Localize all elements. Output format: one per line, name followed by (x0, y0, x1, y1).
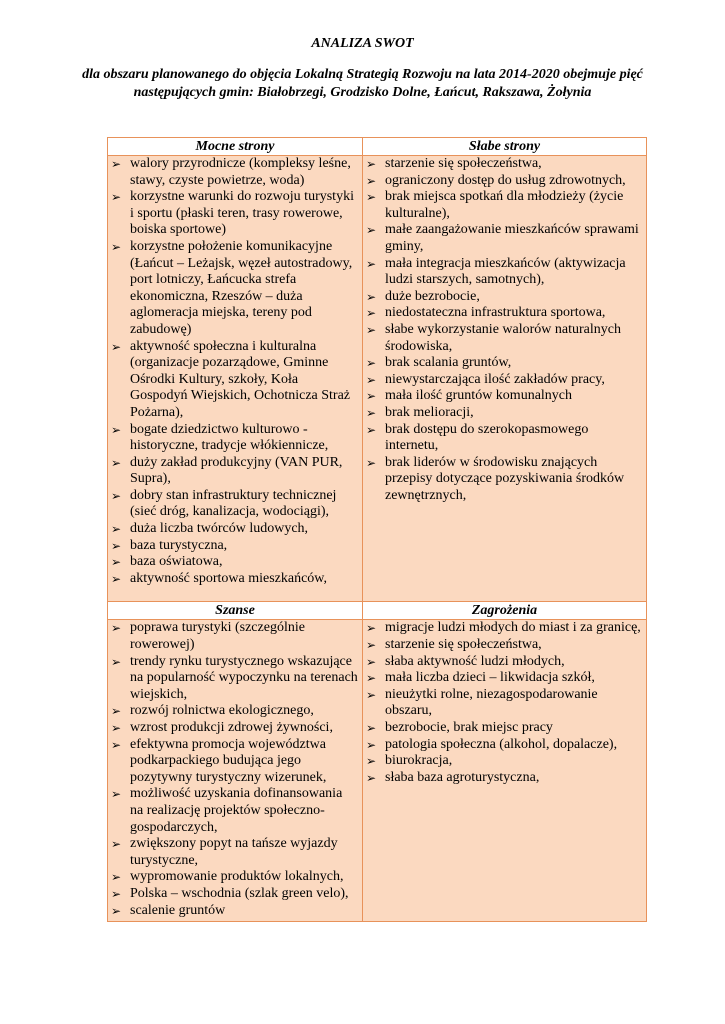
list-item-text: walory przyrodnicze (kompleksy leśne, stawy, czyste powietrze, woda) (130, 156, 351, 188)
list-item-text: ograniczony dostęp do usług zdrowotnych, (385, 172, 626, 188)
list-item-text: efektywna promocja województwa podkarpackiego budująca jego pozytywny turystyczny wizerunek, (130, 736, 327, 785)
arrowhead-bullet-icon: ➢ (366, 389, 377, 404)
list-item-text: nieużytki rolne, niezagospodarowanie obszaru, (385, 686, 598, 719)
list-item-text: baza turystyczna, (130, 537, 228, 553)
list-item-text: wzrost produkcji zdrowej żywności, (130, 720, 333, 735)
opportunities-cell (108, 620, 363, 922)
list-item (108, 538, 358, 555)
list-item (363, 305, 642, 322)
list-item-text: mała liczba dzieci – likwidacja szkół, (385, 670, 595, 686)
list-item (108, 737, 358, 787)
weaknesses-list (363, 156, 646, 518)
arrowhead-bullet-icon: ➢ (366, 223, 377, 238)
list-item (108, 239, 358, 339)
arrowhead-bullet-icon: ➢ (366, 721, 377, 735)
list-item (363, 256, 642, 289)
list-item-text: małe zaangażowanie mieszkańców sprawami gminy, (385, 222, 639, 254)
list-item (363, 670, 642, 687)
arrowhead-bullet-icon: ➢ (366, 638, 377, 653)
strengths-list (108, 156, 362, 601)
list-item-text: wypromowanie produktów lokalnych, (130, 869, 344, 885)
list-item-text: dobry stan infrastruktury technicznej (sieć dróg, kanalizacja, wodociągi), (130, 487, 337, 520)
list-item-text: Polska – wschodnia (szlak green velo), (130, 885, 349, 901)
arrowhead-bullet-icon: ➢ (366, 455, 377, 470)
list-item (363, 770, 642, 787)
list-item (363, 654, 642, 671)
list-item (108, 886, 358, 903)
list-item (108, 521, 358, 538)
list-item (363, 289, 642, 306)
list-item (363, 422, 642, 455)
list-item (363, 388, 642, 405)
list-item (108, 786, 358, 836)
list-item-text: brak melioracji, (385, 404, 474, 420)
strengths-cell (108, 156, 363, 602)
weaknesses-header: Słabe strony (363, 138, 647, 156)
arrowhead-bullet-icon: ➢ (111, 571, 122, 586)
swot-table (107, 137, 647, 922)
arrowhead-bullet-icon: ➢ (366, 754, 377, 769)
list-item-text: słabe wykorzystanie walorów naturalnych środowiska, (385, 321, 621, 354)
list-item-text: bogate dziedzictwo kulturowo - historyczne, tradycje włókiennicze, (130, 421, 329, 454)
list-item (363, 737, 642, 754)
list-item-text: brak dostępu do szerokopasmowego internetu, (385, 421, 589, 454)
list-item-text: duży zakład produkcyjny (VAN PUR, Supra), (130, 454, 343, 487)
arrowhead-bullet-icon: ➢ (111, 422, 122, 437)
list-item-text: niedostateczna infrastruktura sportowa, (385, 305, 606, 321)
list-item (108, 620, 358, 653)
list-item-text: patologia społeczna (alkohol, dopalacze), (385, 736, 618, 752)
list-item (108, 703, 358, 720)
list-item (363, 720, 642, 737)
strengths-header: Mocne strony (108, 138, 363, 156)
arrowhead-bullet-icon: ➢ (111, 239, 122, 254)
list-item-text: brak liderów w środowisku znających przepisy dotyczące pozyskiwania środków zewnętrznych, (385, 454, 625, 503)
arrowhead-bullet-icon: ➢ (366, 654, 377, 669)
arrowhead-bullet-icon: ➢ (366, 322, 377, 337)
list-item-text: migracje ludzi młodych do miast i za granicę, (385, 620, 641, 636)
arrowhead-bullet-icon: ➢ (366, 256, 377, 271)
arrowhead-bullet-icon: ➢ (366, 372, 377, 387)
arrowhead-bullet-icon: ➢ (111, 157, 122, 171)
list-item-text: trendy rynku turystycznego wskazujące na popularność wypoczynku na terenach wiejskich, (130, 653, 358, 702)
list-item (108, 903, 358, 920)
arrowhead-bullet-icon: ➢ (111, 339, 122, 354)
list-item-text: aktywność społeczna i kulturalna (organizacje pozarządowe, Gminne Ośrodki Kultury, szkoły, Koła Gospodyń Wiejskich, Ochotnicza Straż Pożarna), (130, 338, 351, 420)
list-item (363, 687, 642, 720)
list-item-text: starzenie się społeczeństwa, (385, 156, 542, 171)
arrowhead-bullet-icon: ➢ (366, 621, 377, 636)
list-item-text: korzystne położenie komunikacyjne (Łańcut – Leżajsk, węzeł autostradowy, port lotniczy, Łańcucka strefa ekonomiczna, Rzeszów – duża aglomeracja miejska, tereny pod zabudowę) (130, 238, 353, 337)
list-item (108, 189, 358, 239)
list-item (363, 156, 642, 173)
list-item (108, 156, 358, 189)
list-item-text: aktywność sportowa mieszkańców, (130, 570, 327, 586)
arrowhead-bullet-icon: ➢ (111, 721, 122, 735)
list-item (363, 372, 642, 389)
arrowhead-bullet-icon: ➢ (111, 538, 122, 553)
arrowhead-bullet-icon: ➢ (111, 488, 122, 503)
threats-list (363, 620, 646, 788)
list-item-text: poprawa turystyki (szczególnie rowerowej) (130, 620, 305, 653)
arrowhead-bullet-icon: ➢ (111, 886, 122, 901)
list-item (363, 173, 642, 190)
list-item-text: niewystarczająca ilość zakładów pracy, (385, 371, 605, 387)
arrowhead-bullet-icon: ➢ (366, 356, 377, 371)
list-item (108, 720, 358, 737)
arrowhead-bullet-icon: ➢ (111, 837, 122, 852)
list-item (108, 836, 358, 869)
arrowhead-bullet-icon: ➢ (111, 870, 122, 885)
arrowhead-bullet-icon: ➢ (366, 190, 377, 205)
arrowhead-bullet-icon: ➢ (111, 654, 122, 669)
list-item-text: mała integracja mieszkańców (aktywizacja ludzi starszych, samotnych), (385, 255, 626, 288)
threats-header: Zagrożenia (363, 602, 647, 620)
arrowhead-bullet-icon: ➢ (111, 455, 122, 470)
list-item (363, 637, 642, 654)
document-subtitle: dla obszaru planowanego do objęcia Lokalną Strategią Rozwoju na lata 2014-2020 obejmuje pięć następujących gmin: Białobrzegi, Grodzisko Dolne, Łańcut, Rakszawa, Żołynia (82, 67, 643, 100)
list-item-text: scalenie gruntów (130, 902, 226, 918)
opportunities-list (108, 620, 362, 921)
document-title: ANALIZA SWOT (311, 36, 414, 51)
list-item-text: duża liczba twórców ludowych, (130, 521, 309, 537)
arrowhead-bullet-icon: ➢ (111, 522, 122, 537)
arrowhead-bullet-icon: ➢ (111, 787, 122, 802)
list-item-text: brak scalania gruntów, (385, 355, 512, 371)
list-item (363, 753, 642, 770)
list-item (363, 405, 642, 422)
arrowhead-bullet-icon: ➢ (366, 157, 377, 171)
list-item (108, 422, 358, 455)
list-item (363, 455, 642, 505)
arrowhead-bullet-icon: ➢ (366, 289, 377, 304)
list-item (108, 554, 358, 571)
arrowhead-bullet-icon: ➢ (366, 671, 377, 686)
list-item (363, 222, 642, 255)
list-item (108, 869, 358, 886)
list-item-text: biurokracja, (385, 753, 453, 769)
list-item-text: słaba aktywność ludzi młodych, (385, 653, 565, 669)
arrowhead-bullet-icon: ➢ (366, 687, 377, 702)
threats-cell (363, 620, 647, 922)
list-item-text: rozwój rolnictwa ekologicznego, (130, 703, 314, 719)
list-item (108, 488, 358, 521)
list-item-text: słaba baza agroturystyczna, (385, 769, 540, 785)
list-item (363, 620, 642, 637)
list-item-text: duże bezrobocie, (385, 288, 480, 304)
arrowhead-bullet-icon: ➢ (366, 422, 377, 437)
arrowhead-bullet-icon: ➢ (111, 555, 122, 570)
list-item-text: mała ilość gruntów komunalnych (385, 388, 573, 404)
arrowhead-bullet-icon: ➢ (111, 903, 122, 918)
arrowhead-bullet-icon: ➢ (366, 737, 377, 752)
list-item-text: starzenie się społeczeństwa, (385, 637, 542, 653)
list-item-text: korzystne warunki do rozwoju turystyki i sportu (płaski teren, trasy rowerowe, boiska sportowe) (130, 189, 354, 238)
arrowhead-bullet-icon: ➢ (111, 737, 122, 752)
list-item-text: zwiększony popyt na tańsze wyjazdy turystyczne, (130, 836, 338, 868)
list-item-text: brak miejsca spotkań dla młodzieży (życie kulturalne), (385, 189, 624, 221)
arrowhead-bullet-icon: ➢ (111, 621, 122, 636)
weaknesses-cell (363, 156, 647, 602)
list-item (363, 355, 642, 372)
list-item (108, 455, 358, 488)
list-item (108, 339, 358, 422)
arrowhead-bullet-icon: ➢ (366, 405, 377, 420)
arrowhead-bullet-icon: ➢ (111, 704, 122, 719)
list-item (108, 654, 358, 704)
arrowhead-bullet-icon: ➢ (366, 770, 377, 785)
arrowhead-bullet-icon: ➢ (366, 173, 377, 188)
list-item (108, 571, 358, 588)
arrowhead-bullet-icon: ➢ (366, 306, 377, 321)
list-item (363, 322, 642, 355)
list-item-text: bezrobocie, brak miejsc pracy (385, 720, 553, 735)
list-item-text: możliwość uzyskania dofinansowania na realizację projektów społeczno-gospodarczych, (130, 786, 343, 835)
opportunities-header: Szanse (108, 602, 363, 620)
list-item (363, 189, 642, 222)
list-item-text: baza oświatowa, (130, 554, 223, 570)
arrowhead-bullet-icon: ➢ (111, 190, 122, 205)
